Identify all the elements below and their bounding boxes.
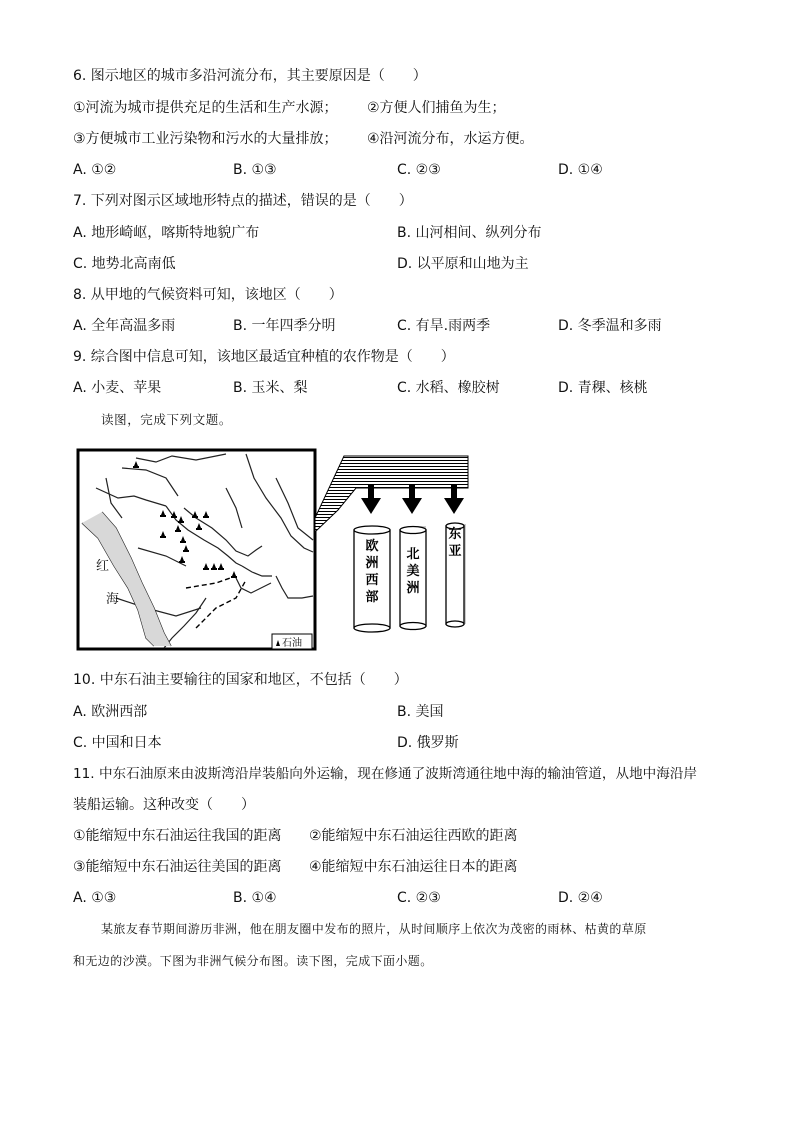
q6-statement-4: ④沿河流分布，水运方便。 [367,131,534,147]
legend-label: 石油 [282,638,302,649]
q11-option-d: D. ②④ [558,890,603,906]
cylinder-east-asia-label: 东亚 [448,527,462,559]
q6-statement-1: ①河流为城市提供充足的生活和生产水源； [73,100,338,116]
q9-option-b: B. 玉米、梨 [233,380,308,396]
q10-option-b: B. 美国 [397,704,444,720]
section-intro: 读图，完成下列文题。 [101,412,233,427]
q11-stem-line2: 装船运输。这种改变（ ） [73,797,255,813]
africa-intro-line2: 和无边的沙漠。下图为非洲气候分布图。读下图，完成下面小题。 [73,954,433,968]
q9-option-d: D. 青稞、核桃 [558,380,648,396]
q9-option-a: A. 小麦、苹果 [73,380,162,396]
q11-statement-1: ①能缩短中东石油运往我国的距离 [73,828,282,844]
q10-stem: 10. 中东石油主要输往的国家和地区，不包括（ ） [73,672,408,688]
q11-statement-3: ③能缩短中东石油运往美国的距离 [73,859,282,875]
q6-option-c: C. ②③ [397,162,441,178]
q10-option-d: D. 俄罗斯 [397,735,459,751]
q7-option-c: C. 地势北高南低 [73,256,176,272]
africa-intro-line1: 某旅友春节期间游历非洲，他在朋友圈中发布的照片，从时间顺序上依次为茂密的雨林、枯黄的草原 [101,922,647,936]
q11-option-a: A. ①③ [73,890,117,906]
q8-option-c: C. 有旱.雨两季 [397,318,491,334]
sea-label-2: 海 [106,592,120,607]
cylinder-europe-label: 欧洲西部 [365,539,379,605]
cylinder-north-america-label: 北美洲 [406,547,420,596]
q8-option-b: B. 一年四季分明 [233,318,336,334]
q10-option-a: A. 欧洲西部 [73,704,148,720]
q6-stem: 6. 图示地区的城市多沿河流分布，其主要原因是（ ） [73,68,427,84]
export-band [315,456,468,532]
sea-label-1: 红 [96,559,110,574]
q8-stem: 8. 从甲地的气候资料可知，该地区（ ） [73,287,343,303]
q7-option-a: A. 地形崎岖，喀斯特地貌广布 [73,225,260,241]
q9-stem: 9. 综合图中信息可知，该地区最适宜种植的农作物是（ ） [73,349,455,365]
q11-stem-line1: 11. 中东石油原来由波斯湾沿岸装船向外运输，现在修通了波斯湾通往地中海的输油管道，从地中海沿岸 [73,766,698,782]
q7-stem: 7. 下列对图示区域地形特点的描述，错误的是（ ） [73,193,413,209]
q6-option-b: B. ①③ [233,162,277,178]
q8-option-a: A. 全年高温多雨 [73,318,176,334]
q6-option-a: A. ①② [73,162,117,178]
q8-option-d: D. 冬季温和多雨 [558,318,662,334]
middle-east-oil-map [76,448,476,653]
q6-statement-3: ③方便城市工业污染物和污水的大量排放； [73,131,338,147]
q7-option-b: B. 山河相间、纵列分布 [397,225,542,241]
q9-option-c: C. 水稻、橡胶树 [397,380,500,396]
q6-statement-2: ②方便人们捕鱼为生； [367,100,506,116]
q11-option-c: C. ②③ [397,890,441,906]
q11-statement-2: ②能缩短中东石油运往西欧的距离 [309,828,518,844]
q10-option-c: C. 中国和日本 [73,735,162,751]
q7-option-d: D. 以平原和山地为主 [397,256,529,272]
q11-option-b: B. ①④ [233,890,277,906]
q6-option-d: D. ①④ [558,162,603,178]
q11-statement-4: ④能缩短中东石油运往日本的距离 [309,859,518,875]
